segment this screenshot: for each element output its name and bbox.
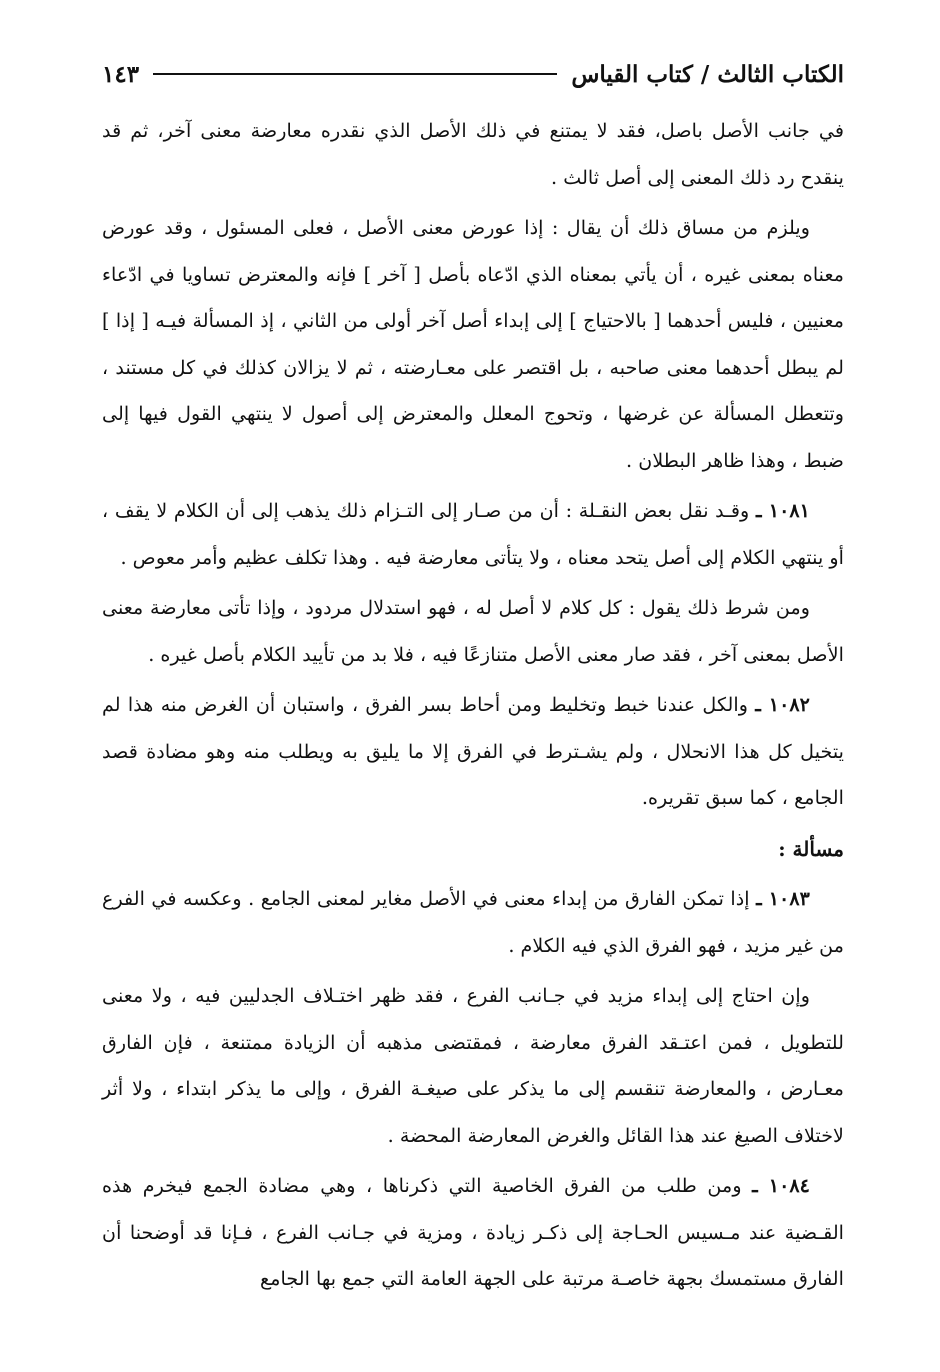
paragraph — [102, 585, 844, 678]
numbered-paragraph-1084 — [102, 1163, 844, 1303]
header-title: الكتاب الثالث / كتاب القياس — [571, 60, 844, 88]
paragraph-continuation — [102, 108, 844, 201]
numbered-paragraph-1083 — [102, 876, 844, 969]
paragraph-number: ١٠٨٢ ـ — [755, 693, 810, 716]
running-header — [102, 48, 844, 100]
paragraph-number: ١٠٨٤ ـ — [752, 1174, 810, 1197]
paragraph — [102, 973, 844, 1159]
header-rule — [153, 73, 557, 75]
paragraph-text: والكل عندنا خبط وتخليط ومن أحاط بسر الفرق ، واستبان أن الغرض منه هذا لم يتخيل كل هذا الانحلال ، ولم يشـترط في الفرق إلا ما يليق به ويطلب منه وهو مضادة قصد الجامع ، كما سبق تقريره. — [102, 693, 844, 809]
paragraph-text: إذا تمكن الفارق من إبداء معنى في الأصل مغاير لمعنى الجامع . وعكسه في الفرع من غير مزيد ، فهو الفرق الذي فيه الكلام . — [102, 887, 844, 957]
section-heading: مسألة : — [778, 836, 844, 861]
numbered-paragraph-1081 — [102, 488, 844, 581]
paragraph-number: ١٠٨١ ـ — [755, 499, 810, 522]
page-number: ١٤٣ — [102, 60, 140, 88]
paragraph-text: وإن احتاج إلى إبداء مزيد في جـانب الفرع ، فقد ظهر اختـلاف الجدليين فيه ، ولا معنى للتطويل ، فمن اعتـقد الفرق معارضة ، فمقتضى مذهبه أن الزيادة ممتنعة ، فإن الفارق معـارض ، والمعارضة تنقسم إلى ما يذكر على صيغـة الفرق ، وإلى ما يذكر ابتداء ، ولا أثر لاختلاف الصيغ عند هذا القائل والغرض المعارضة المحضة . — [102, 984, 844, 1147]
paragraph-text: ومن شرط ذلك يقول : كل كلام لا أصل له ، فهو استدلال مردود ، وإذا تأتى معارضة معنى الأصل بمعنى آخر ، فقد صار معنى الأصل متنازعًا فيه ، فلا بد من تأييد الكلام بأصل غيره . — [102, 596, 844, 666]
paragraph — [102, 205, 844, 484]
body-text — [102, 108, 844, 1303]
paragraph-text: في جانب الأصل باصل، فقد لا يمتنع في ذلك الأصل الذي نقدره معارضة معنى آخر، ثم قد ينقدح رد ذلك المعنى إلى أصل ثالث . — [102, 119, 844, 189]
paragraph-text: وقـد نقل بعض النقـلة : أن من صـار إلى التـزام ذلك يذهب إلى أن الكلام لا يقف ، أو ينتهي الكلام إلى أصل يتحد معناه ، ولا يتأتى معارضة فيه . وهذا تكلف عظيم وأمر معوص . — [102, 499, 844, 569]
paragraph-text: ومن طلب من الفرق الخاصية التي ذكرناها ، وهي مضادة الجمع فيخرم هذه القـضية عند مـسيس الحـاجة إلى ذكـر زيادة ، ومزية في جـانب الفرع ، فـإنا قد أوضحنا أن الفارق مستمسك بجهة خاصـة مرتبة على الجهة العامة التي جمع بها الجامع — [102, 1174, 844, 1290]
numbered-paragraph-1082 — [102, 682, 844, 822]
paragraph-number: ١٠٨٣ ـ — [756, 887, 810, 910]
paragraph-text: ويلزم من مساق ذلك أن يقال : إذا عورض معنى الأصل ، فعلى المسئول ، وقد عورض معناه بمعنى غيره ، أن يأتي بمعناه الذي ادّعاه بأصل [ آخر ] فإنه والمعترض تساويا في ادّعاء معنيين ، فليس أحدهما [ بالاحتياج ] إلى إبداء أصل آخر أولى من الثاني ، إذ المسألة فيـه [ إذا ] لم يبطل أحدهما معنى صاحبه ، بل اقتصر على معـارضته ، ثم لا يزالان كذلك في كل مستند ، وتتعطل المسألة عن غرضها ، وتحوج المعلل والمعترض إلى أصول لا ينتهي القول فيها إلى ضبط ، وهذا ظاهر البطلان . — [102, 216, 844, 472]
